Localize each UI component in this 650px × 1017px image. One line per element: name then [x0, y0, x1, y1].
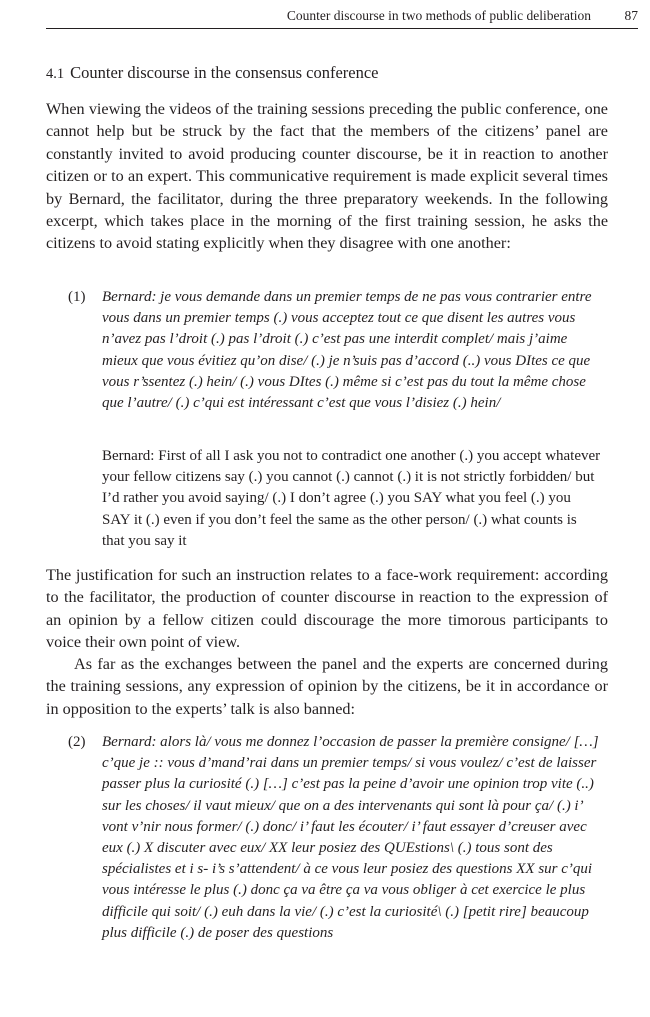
- example-original-french: Bernard: je vous demande dans un premier temps de ne pas vous contrarier entre vous dans un premier temps (.) vous acceptez tout ce que disent les autres vous n’avez pas l’droit (.) pas l’droit (.) c’est pas une interdit complet/ mais j’aime mieux que vous évitiez qu’on dise/ (.) je n’suis pas d’accord (..) vous DItes ce que vous r’ssentez (.) hein/ (.) vous DItes (.) même si c’est pas du tout la même chose que l’autre/ (.) c’qui est intéressant c’est que vous l’disiez (.) hein/: [102, 289, 592, 412]
- running-head-title: Counter discourse in two methods of public deliberation: [286, 8, 591, 23]
- body-paragraph: When viewing the videos of the training sessions preceding the public conference, one cannot help but be struck by the fact that the members of the citizens’ panel are constantly invited to avoid producing counter discourse, be it in reaction to another citizen or to an expert. This communicative requirement is made explicit several times by Bernard, the facilitator, during the three preparatory weekends. In the following excerpt, which takes place in the morning of the first training session, he asks the citizens to avoid stating explicitly when they disagree with one another:: [46, 100, 608, 253]
- example-original-french: Bernard: alors là/ vous me donnez l’occasion de passer la première consigne/ […] c’que je :: vous d’mand’rai dans un premier temps/ si vous voulez/ c’est de laisser passer plus la curiosité (.) […] c’est pas la peine d’avoir une opinion trop vite (..) sur les choses/ il vaut mieux/ que on a des intervenants qui sont là pour ça/ (.) i’ vont v’nir nous former/ (.) donc/ i’ faut les écouter/ i’ faut essayer d’creuser avec eux (.) X discuter avec eux/ XX leur posiez des QUEstions\ (.) tous sont des spécialistes et i s- i’s s’attendent/ à ce vous leur posiez des questions XX sur c’qui vous intéresse le plus (.) donc ça va être ça va vous obliger à cet exercice le plus difficile qui soit/ (.) euh dans la vie/ (.) c’est la curiosité\ (.) [petit rire] beaucoup plus difficile (.) de poser des questions: [102, 734, 599, 941]
- section-heading: [46, 63, 379, 83]
- document-page: [46, 0, 638, 1017]
- section-number: 4.1: [46, 66, 65, 82]
- example-number: (2): [68, 734, 86, 750]
- example-english-translation: Bernard: First of all I ask you not to contradict one another (.) you accept whatever your fellow citizens say (.) you cannot (.) cannot (.) it is not strictly forbidden/ but I’d rather you avoid saying/ (.) I don’t agree (.) you SAY what you feel (.) you SAY it (.) even if you don’t feel the same as the other person/ (.) what counts is that you say it: [102, 448, 601, 549]
- section-title: Counter discourse in the consensus conference: [70, 63, 379, 82]
- page-number: 87: [624, 8, 638, 23]
- example-number: (1): [68, 289, 86, 305]
- running-head: [46, 6, 638, 29]
- body-paragraph: The justification for such an instruction relates to a face-work requirement: according to the facilitator, the production of counter discourse in reaction to the expression of an opinion by a fellow citizen could discourage the more timorous participants to voice their own point of view.: [46, 566, 608, 652]
- body-paragraph: As far as the exchanges between the panel and the experts are concerned during the training sessions, any expression of opinion by the citizens, be it in accordance or in opposition to the experts’ talk is also banned:: [46, 655, 608, 718]
